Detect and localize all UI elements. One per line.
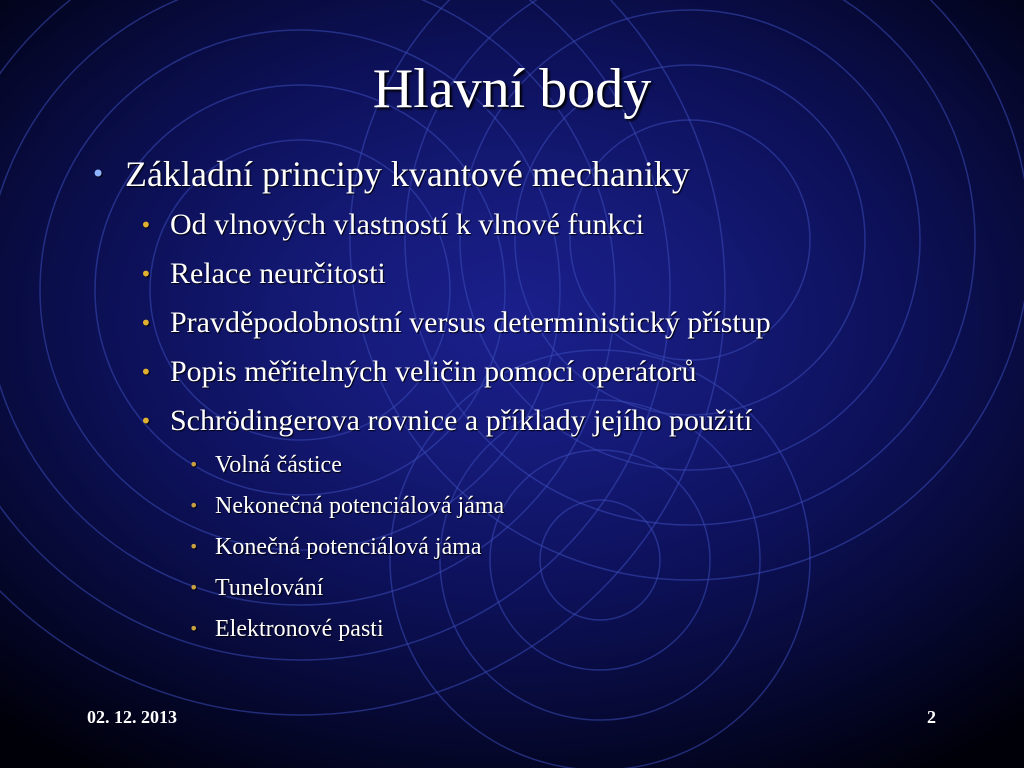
subpoint-text: Pravděpodobnostní versus deterministický přístup: [170, 306, 771, 339]
footer-date: 02. 12. 2013: [87, 707, 177, 727]
list-item: [189, 450, 342, 480]
list-item: [189, 491, 505, 521]
example-text: Tunelování: [215, 575, 324, 601]
list-item: [140, 206, 645, 244]
bullet-dot-icon: •: [140, 360, 152, 384]
bullet-dot-icon: •: [189, 496, 199, 515]
list-item: [140, 304, 771, 342]
example-text: Nekonečná potenciálová jáma: [215, 493, 505, 519]
bullet-dot-icon: •: [140, 262, 152, 286]
bullet-dot-icon: •: [91, 160, 106, 188]
subpoint-text: Schrödingerova rovnice a příklady jejího použití: [170, 404, 753, 437]
list-item: [140, 255, 386, 293]
subpoint-text: Od vlnových vlastností k vlnové funkci: [170, 208, 645, 241]
bullet-dot-icon: •: [140, 409, 152, 433]
bullet-dot-icon: •: [189, 537, 199, 556]
bullet-dot-icon: •: [189, 619, 199, 638]
list-item: [189, 532, 482, 562]
bullet-dot-icon: •: [189, 578, 199, 597]
example-text: Volná částice: [215, 452, 342, 478]
list-item: [140, 353, 697, 391]
list-item: [140, 402, 753, 440]
page-number: 2: [927, 707, 936, 727]
example-text: Konečná potenciálová jáma: [215, 534, 482, 560]
main-point-text: Základní principy kvantové mechaniky: [125, 154, 690, 194]
slide-title: Hlavní body: [372, 58, 652, 120]
bullet-dot-icon: •: [189, 455, 199, 474]
list-item: [189, 573, 324, 603]
subpoint-text: Popis měřitelných veličin pomocí operátorů: [170, 355, 697, 388]
list-item: [189, 614, 384, 644]
bullet-dot-icon: •: [140, 213, 152, 237]
bullet-dot-icon: •: [140, 311, 152, 335]
subpoint-text: Relace neurčitosti: [170, 257, 386, 290]
main-point: [91, 152, 690, 196]
example-text: Elektronové pasti: [215, 616, 384, 642]
